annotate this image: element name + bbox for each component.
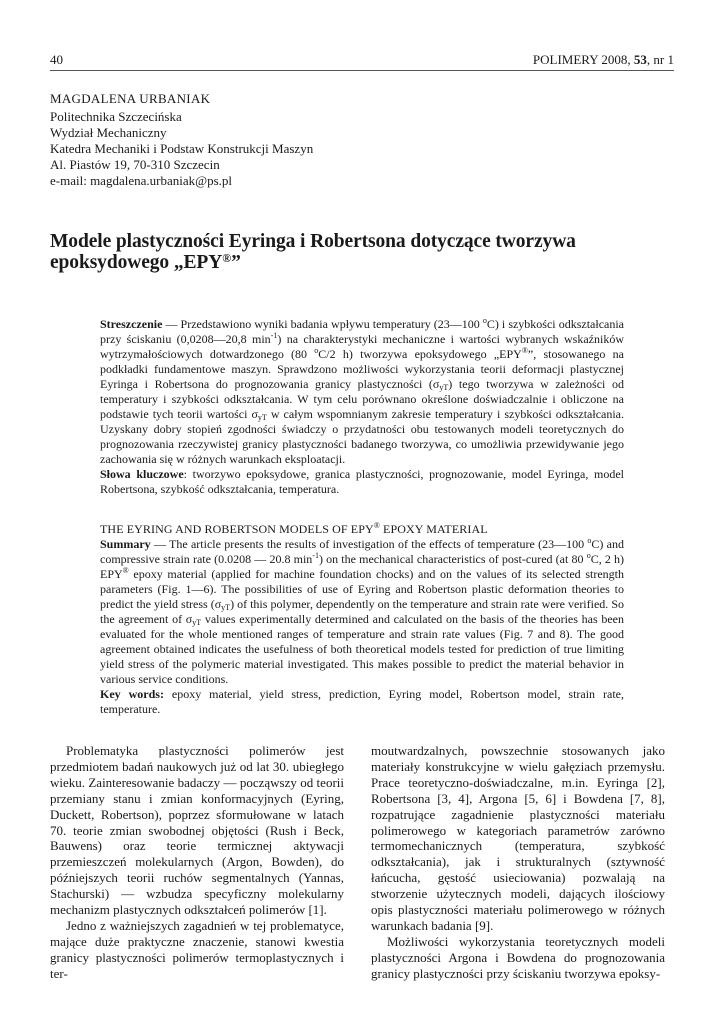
text-run: values experimentally determined and calculated on the basis of the theories has been evaluated for the whole mentioned ranges of temperature and strain rate values (Fig. 7 and 8). The good agreement obtained indicates the usefulness of both theoretical models tested for prediction of true limiting yield stress of the polymeric material investigated. This makes possible to predict the material behavior in various service conditions. xyxy=(100,612,624,686)
text-run: — The article presents the results of investigation of the effects of temperature (23—100 xyxy=(150,537,588,551)
text-run: epoxy material (applied for machine foundation chocks) and on the values of its selected strength parameters (Fig. 1—6). The possibilities of use of Eyring and Robertson plastic deformation theories to predict the yield stress (σ xyxy=(100,567,624,611)
affiliation-line: Politechnika Szczecińska xyxy=(50,109,182,124)
journal-volume: 53 xyxy=(633,52,647,67)
journal-name: POLIMERY 2008, xyxy=(532,52,634,67)
registered-mark: ® xyxy=(222,251,232,265)
affiliation-line: Katedra Mechaniki i Podstaw Konstrukcji Maszyn xyxy=(50,141,314,156)
degree-sup: o xyxy=(482,316,487,325)
text-run: ”, stosowanego na podkładki fundamentowe maszyn. Sprawdzono możliwości wykorzystania teorii deformacji plastycznej Eyringa i Robertsona do prognozowania granicy plastyczności (σ xyxy=(100,347,624,391)
text-run: ) on the mechanical characteristics of post-cured (at 80 xyxy=(318,552,587,566)
registered-mark: ® xyxy=(373,521,380,530)
subscript: yT xyxy=(439,383,449,392)
text-run: ) tego tworzywa w zależności od temperatury i szybkości odkształcania. W tym celu porównano określone doświadczalnie i obliczone na podstawie tych teorii wartości σ xyxy=(100,377,625,421)
title-line-2 xyxy=(50,252,670,273)
degree-sup: o xyxy=(586,551,591,560)
page-number: 40 xyxy=(50,52,63,67)
keywords-pl xyxy=(100,467,624,497)
affiliation-line: Al. Piastów 19, 70-310 Szczecin xyxy=(50,157,220,172)
text-run: EPOXY MATERIAL xyxy=(379,522,488,536)
body-column-right xyxy=(371,743,665,982)
journal-citation xyxy=(533,52,674,68)
author-name: MAGDALENA URBANIAK xyxy=(50,91,211,106)
article-title xyxy=(50,231,670,273)
text-run: w całym wspomnianym zakresie temperatury i szybkości odkształcania. Uzyskany dobry stopień zgodności świadczy o przydatności obu testowanych modeli teoretycznych do prognozowania rzeczywistej granicy plastyczności badanego tworzywa, co umożliwia przewidywanie jego zachowania się w różnych warunkach eksploatacji. xyxy=(100,407,625,466)
text-run: ) na charakterystyki mechaniczne i wartości wybranych wskaźników wytrzymałościowych dotwardzonego (80 xyxy=(100,332,624,361)
author-block xyxy=(50,91,450,189)
text-run: C) i szybkości odkształcania przy ściskaniu (0,0208—20,8 min xyxy=(100,317,625,346)
header-rule xyxy=(50,70,674,71)
english-title xyxy=(100,522,624,537)
keywords-en-label: Key words: xyxy=(100,687,164,701)
subscript: yT xyxy=(221,603,231,612)
degree-sup: o xyxy=(314,346,319,355)
title-line-1: Modele plastyczności Eyringa i Robertsona dotyczące tworzywa xyxy=(50,231,576,252)
title-closing-quote: ” xyxy=(231,252,241,273)
keywords-pl-text: : tworzywo epoksydowe, granica plastyczności, prognozowanie, model Eyringa, model Robertsona, szybkość odkształcania, temperatura. xyxy=(100,467,625,496)
text-run: C, 2 h) EPY xyxy=(100,552,625,581)
registered-mark: ® xyxy=(521,346,528,355)
abstract-pl-text xyxy=(100,317,624,467)
body-paragraph: Jedno z ważniejszych zagadnień w tej problematyce, mające duże praktyczne znaczenie, stanowi kwestia granicy plastyczności polimerów termoplastycznych i ter- xyxy=(50,917,344,981)
text-run: ) of this polymer, dependently on the temperature and strain rate were verified. So the agreement of σ xyxy=(100,597,624,626)
abstract-en-text xyxy=(100,537,624,687)
author-email: e-mail: magdalena.urbaniak@ps.pl xyxy=(50,173,232,188)
text-run: C) and compressive strain rate (0.0208 — 20.8 min xyxy=(100,537,625,566)
degree-sup: o xyxy=(587,536,592,545)
text-run: — Przedstawiono wyniki badania wpływu temperatury (23—100 xyxy=(162,317,483,331)
subscript: yT xyxy=(192,618,202,627)
title-line-2-text: epoksydowego „EPY xyxy=(50,252,223,273)
exponent-sup: -1 xyxy=(270,331,278,340)
keywords-pl-label: Słowa kluczowe xyxy=(100,467,184,481)
body-paragraph: Możliwości wykorzystania teoretycznych modeli plastyczności Argona i Bowdena do prognozowania granicy plastyczności przy ściskaniu tworzywa epoksy- xyxy=(371,933,665,981)
body-paragraph: moutwardzalnych, powszechnie stosowanych jako materiały konstrukcyjne w wielu gałęziach przemysłu. Prace teoretyczno-doświadczalne, m.in. Eyringa [2], Robertsona [3, 4], Argona [5, 6] i Bowdena [7, 8], rozpatrujące zagadnienie plastyczności materiału polimerowego w kategoriach parametrów zarówno termomechanicznych (temperatura, szybkość odkształcania), jak i strukturalnych (sztywność łańcucha, gęstość usieciowania) pozwalają na stworzenie użytecznych modeli, dających ilościowy opis plastyczności materiału polimerowego w różnych warunkach badania [9]. xyxy=(371,743,665,933)
abstract-en-label: Summary xyxy=(100,537,151,551)
body-column-left xyxy=(50,743,344,982)
affiliation-line: Wydział Mechaniczny xyxy=(50,125,167,140)
subscript: yT xyxy=(257,413,267,422)
text-run: THE EYRING AND ROBERTSON MODELS OF EPY xyxy=(100,522,374,536)
body-paragraph: Problematyka plastyczności polimerów jest przedmiotem badań naukowych już od lat 30. ubiegłego wieku. Zainteresowanie badaczy — począwszy od teorii przemiany stanu i zmian konformacyjnych (Eyring, Duckett, Robertson), poprzez sformułowane w latach 70. teorie zmian swobodnej objętości (Rush i Beck, Bauwens) oraz teorie termicznej aktywacji przemieszczeń molekularnych (Argon, Bowden), do późniejszych teorii ruchów segmentalnych (Yannas, Stachurski) — wzbudza specyficzny molekularny mechanizm plastycznych odkształceń polimerów [1]. xyxy=(50,743,344,918)
journal-issue: , nr 1 xyxy=(646,52,674,67)
abstract-pl xyxy=(100,317,624,497)
text-run: C/2 h) tworzywa epoksydowego „EPY xyxy=(318,347,522,361)
keywords-en-text: epoxy material, yield stress, prediction, Eyring model, Robertson model, strain rate, temperature. xyxy=(100,687,624,716)
abstract-en xyxy=(100,522,624,717)
keywords-en xyxy=(100,687,624,717)
exponent-sup: -1 xyxy=(312,551,319,560)
registered-mark: ® xyxy=(122,566,129,575)
abstract-pl-label: Streszczenie xyxy=(100,317,163,331)
